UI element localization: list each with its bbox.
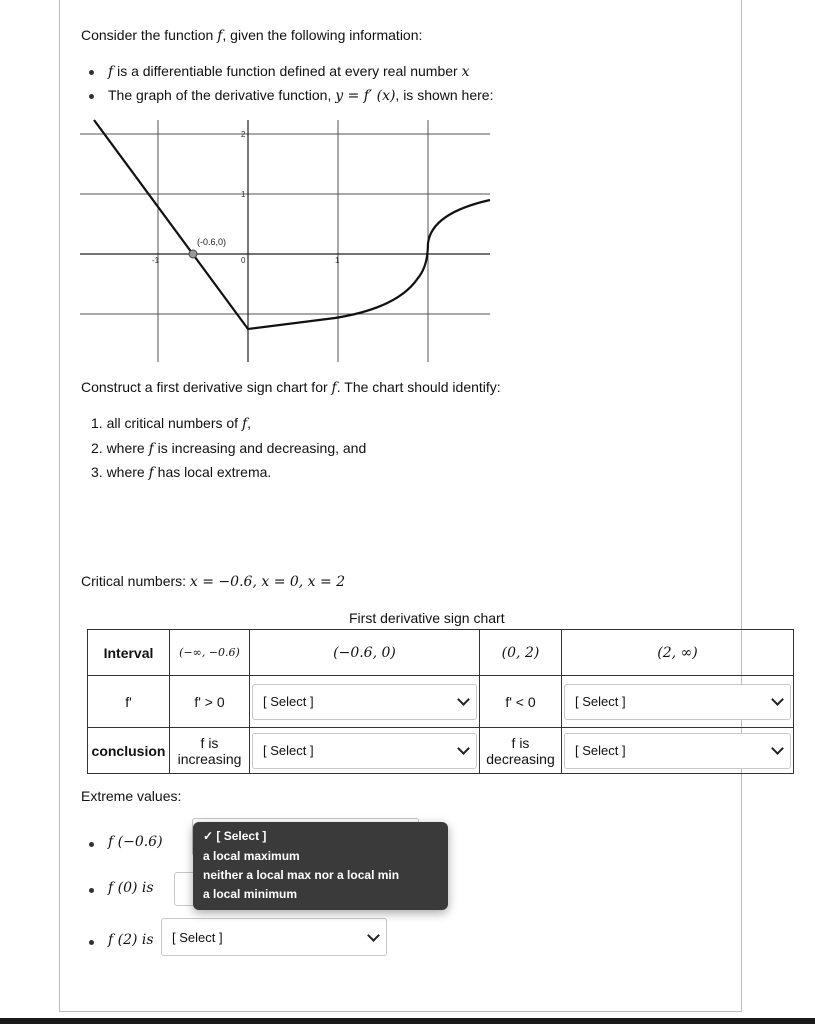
sign-2-cell: [250, 676, 480, 728]
interval-2: (−0.6, 0): [250, 630, 480, 676]
tick-label-0: 0: [241, 256, 246, 265]
interval-3: (0, 2): [480, 630, 562, 676]
table-row: [88, 630, 794, 676]
derivative-curve: [94, 120, 490, 329]
interval-1: (−∞, −0.6): [170, 630, 250, 676]
dropdown-option-neither[interactable]: neither a local max nor a local min: [203, 868, 400, 882]
bullet-dot: [89, 94, 94, 99]
extreme-values-label: Extreme values:: [81, 788, 182, 804]
point-label: (-0.6,0): [197, 237, 227, 247]
tick-label-xm1: -1: [152, 256, 160, 265]
sign-3: f' < 0: [480, 676, 562, 728]
bullet-dot: [89, 888, 94, 893]
tick-label-y2: 2: [241, 130, 246, 139]
dropdown-menu: [193, 822, 448, 910]
conclusion-1: f is increasing: [170, 728, 250, 774]
interval-4: (2, ∞): [562, 630, 794, 676]
list-item-3: 3. where f has local extrema.: [91, 464, 272, 481]
chevron-down-icon: [771, 742, 784, 755]
conclusion-4-select[interactable]: [ Select ]: [564, 733, 791, 769]
conclusion-2-select[interactable]: [ Select ]: [252, 733, 477, 769]
tick-label-y1: 1: [241, 190, 246, 199]
bullet-1: f is a differentiable function defined at every real number x: [108, 63, 470, 80]
checkmark-icon: ✓: [203, 829, 214, 843]
table-row: [88, 728, 794, 774]
dropdown-option-local-min[interactable]: a local minimum: [203, 887, 298, 901]
bullet-2: The graph of the derivative function, y = f′ (x), is shown here:: [108, 87, 494, 104]
extreme-1-label: f (−0.6): [108, 834, 163, 850]
chevron-down-icon: [771, 693, 784, 706]
critical-numbers: Critical numbers: x = −0.6, x = 0, x = 2: [81, 573, 346, 590]
critical-point: [189, 250, 197, 258]
chevron-down-icon: [457, 693, 470, 706]
table-row: [88, 676, 794, 728]
conclusion-4-cell: [562, 728, 794, 774]
extreme-3-label: f (2) is: [108, 932, 154, 948]
conclusion-3: f is decreasing: [480, 728, 562, 774]
sign-chart-table: [87, 629, 794, 774]
derivative-graph: [80, 118, 492, 364]
construct-line: Construct a first derivative sign chart for f. The chart should identify:: [81, 379, 501, 396]
bullet-dot: [89, 842, 94, 847]
interval-header: Interval: [88, 630, 170, 676]
dropdown-option-local-max[interactable]: a local maximum: [203, 849, 300, 863]
conclusion-header: conclusion: [88, 728, 170, 774]
sign-4-cell: [562, 676, 794, 728]
bullet-dot: [89, 940, 94, 945]
extreme-3-select[interactable]: [ Select ]: [161, 918, 387, 956]
chart-title: First derivative sign chart: [349, 610, 505, 626]
extreme-2-label: f (0) is: [108, 880, 154, 896]
sign-4-select[interactable]: [ Select ]: [564, 684, 791, 720]
bottom-bar: [0, 1018, 815, 1024]
chevron-down-icon: [367, 929, 380, 942]
sign-2-select[interactable]: [ Select ]: [252, 684, 477, 720]
bullet-dot: [89, 70, 94, 75]
conclusion-2-cell: [250, 728, 480, 774]
fprime-header: f': [88, 676, 170, 728]
list-item-2: 2. where f is increasing and decreasing, and: [91, 440, 367, 457]
dropdown-option-select[interactable]: ✓ [ Select ]: [203, 829, 267, 843]
chevron-down-icon: [457, 742, 470, 755]
list-item-1: 1. all critical numbers of f,: [91, 415, 252, 432]
tick-label-x1: 1: [335, 256, 340, 265]
sign-1: f' > 0: [170, 676, 250, 728]
intro-line: Consider the function f, given the following information:: [81, 27, 423, 44]
